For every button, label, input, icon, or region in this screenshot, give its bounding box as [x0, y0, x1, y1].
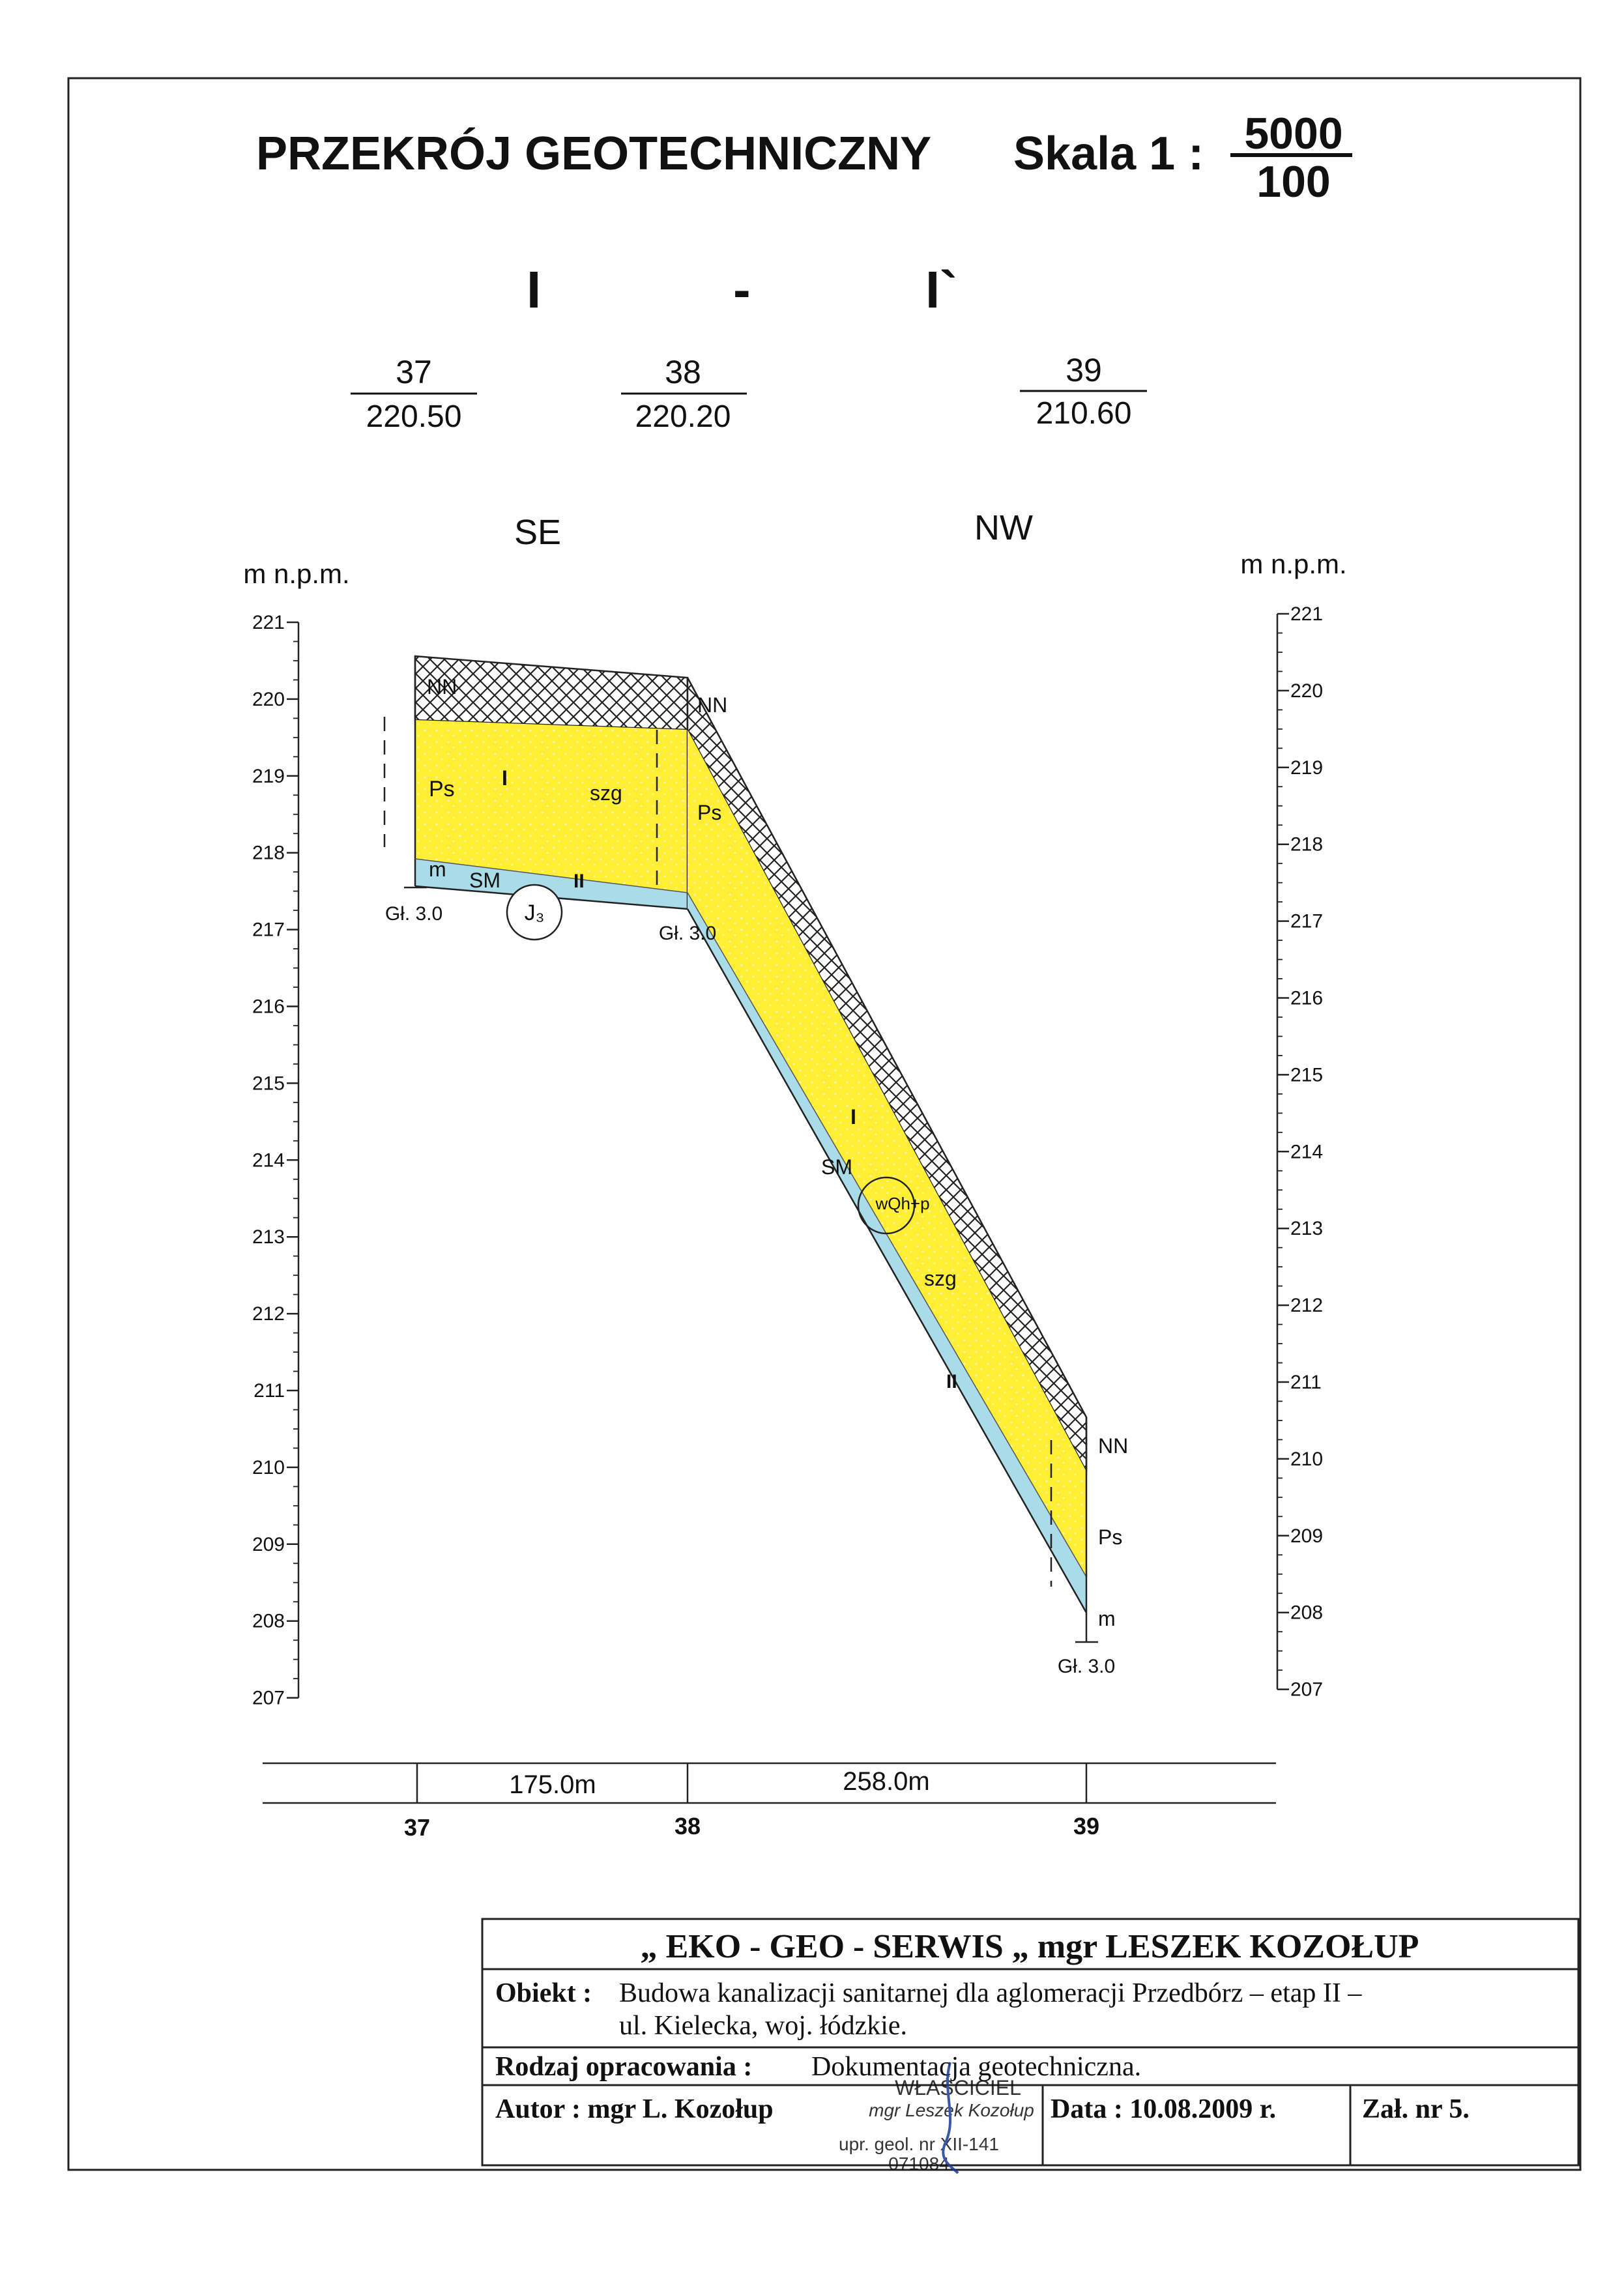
scale-vertical: 100	[1256, 157, 1331, 207]
axis-right-tick-label: 220	[1290, 680, 1324, 702]
label-layer-ii-2: II	[946, 1371, 957, 1392]
axis-right-tick-label: 208	[1290, 1602, 1324, 1624]
section-start-label: I	[527, 261, 542, 319]
axis-right-tick-label: 215	[1290, 1064, 1324, 1086]
label-layer-i-1: I	[502, 766, 508, 790]
axis-right-tick-label: 214	[1290, 1141, 1324, 1163]
stamp-owner: WŁAŚCICIEL	[895, 2076, 1021, 2099]
axis-right-tick-label: 212	[1290, 1295, 1324, 1317]
axis-left-tick-label: 215	[252, 1073, 285, 1095]
label-layer-ii-1: II	[573, 871, 585, 892]
axis-right-tick-label: 210	[1290, 1448, 1324, 1470]
axis-unit-left: m n.p.m.	[243, 558, 350, 589]
label-depth-37: Gł. 3.0	[384, 903, 443, 925]
axis-right-tick-label: 218	[1290, 833, 1324, 856]
axis-left-tick-label: 210	[252, 1456, 285, 1478]
label-depth-38: Gł. 3.0	[658, 923, 717, 944]
axis-right-tick-label: 219	[1290, 757, 1324, 779]
axis-left-tick-label: 216	[252, 996, 285, 1018]
label-sm-2: SM	[821, 1155, 852, 1179]
distance-point-39: 39	[1073, 1813, 1100, 1839]
axis-left-tick-label: 221	[252, 612, 285, 633]
object-label: Obiekt :	[495, 1978, 592, 2008]
document-type-value: Dokumentacja geotechniczna.	[811, 2052, 1142, 2082]
axis-left-tick-label: 214	[252, 1149, 285, 1172]
object-line-2: ul. Kielecka, woj. łódzkie.	[619, 2011, 908, 2041]
label-nn-1: NN	[427, 675, 457, 699]
stamp-number: 071084	[888, 2154, 950, 2174]
axis-right-tick-label: 216	[1290, 987, 1324, 1009]
title-block	[482, 1919, 1578, 2165]
label-ps-2: Ps	[697, 801, 722, 824]
axis-right-tick-label: 221	[1290, 603, 1324, 625]
object-line-1: Budowa kanalizacji sanitarnej dla aglomeracji Przedbórz – etap II –	[619, 1978, 1362, 2008]
scale-label: Skala 1 :	[1013, 128, 1204, 180]
label-sm-1: SM	[469, 869, 500, 892]
axis-right-tick-label: 213	[1290, 1218, 1324, 1240]
fill-layer-nn-slope	[688, 678, 1086, 1471]
label-szg-2: szg	[924, 1267, 957, 1290]
distance-37-38: 175.0m	[509, 1770, 596, 1799]
label-ps-3: Ps	[1098, 1525, 1123, 1549]
label-m-1: m	[429, 858, 446, 881]
borehole-39-number: 39	[1066, 352, 1102, 388]
axis-unit-right: m n.p.m.	[1240, 549, 1347, 579]
label-depth-39: Gł. 3.0	[1057, 1656, 1116, 1677]
label-layer-i-2: I	[850, 1105, 856, 1129]
label-m-2: m	[1098, 1607, 1116, 1630]
label-nn-3: NN	[1098, 1434, 1129, 1458]
axis-left-tick-label: 217	[252, 919, 285, 941]
scale-horizontal: 5000	[1244, 109, 1343, 158]
axis-right-tick-label: 211	[1290, 1372, 1322, 1393]
company-name: „ EKO - GEO - SERWIS „ mgr LESZEK KOZOŁUP	[640, 1928, 1419, 1965]
label-ps-1: Ps	[429, 777, 455, 801]
axis-right-tick-label: 207	[1290, 1679, 1324, 1701]
elevation-axis-right	[1277, 603, 1323, 1701]
borehole-39-elevation: 210.60	[1036, 396, 1132, 431]
attachment-number: Zał. nr 5.	[1362, 2094, 1470, 2124]
distance-bar	[263, 1763, 1276, 1841]
axis-left-tick-label: 207	[252, 1687, 285, 1709]
label-strat-qhp: wQh+p	[875, 1194, 930, 1213]
borehole-38-elevation: 220.20	[635, 399, 731, 434]
stamp-license: upr. geol. nr XII-141	[839, 2134, 999, 2154]
page-title: PRZEKRÓJ GEOTECHNICZNY	[256, 128, 932, 180]
axis-left-tick-label: 209	[252, 1533, 285, 1555]
axis-left-tick-label: 208	[252, 1610, 285, 1632]
label-strat-j3: J₃	[524, 901, 545, 925]
axis-right-tick-label: 217	[1290, 910, 1324, 932]
sand-layer-ps-slope	[688, 730, 1086, 1577]
label-nn-2: NN	[697, 693, 728, 717]
distance-38-39: 258.0m	[843, 1767, 930, 1796]
direction-se: SE	[514, 513, 562, 552]
distance-point-38: 38	[674, 1813, 701, 1839]
label-szg-1: szg	[590, 781, 622, 805]
axis-left-tick-label: 220	[252, 688, 285, 710]
soil-profile	[384, 656, 1098, 1642]
axis-left-tick-label: 211	[254, 1380, 285, 1402]
elevation-axis-left	[252, 612, 298, 1709]
borehole-37-elevation: 220.50	[366, 399, 462, 434]
borehole-38-number: 38	[665, 354, 701, 390]
date: Data : 10.08.2009 r.	[1051, 2094, 1277, 2124]
author: Autor : mgr L. Kozołup	[495, 2094, 774, 2124]
stamp-name: mgr Leszek Kozołup	[869, 2100, 1034, 2120]
axis-left-tick-label: 219	[252, 765, 285, 787]
distance-point-37: 37	[403, 1814, 431, 1841]
document-type-label: Rodzaj opracowania :	[495, 2052, 753, 2082]
section-end-label: I`	[925, 261, 957, 319]
axis-right-tick-label: 209	[1290, 1525, 1324, 1547]
axis-left-tick-label: 218	[252, 842, 285, 864]
axis-left-tick-label: 213	[252, 1226, 285, 1248]
silt-layer-sm-slope	[688, 893, 1086, 1613]
axis-left-tick-label: 212	[252, 1303, 285, 1325]
direction-nw: NW	[974, 508, 1033, 547]
section-dash: -	[733, 261, 751, 319]
borehole-37-number: 37	[396, 354, 432, 390]
